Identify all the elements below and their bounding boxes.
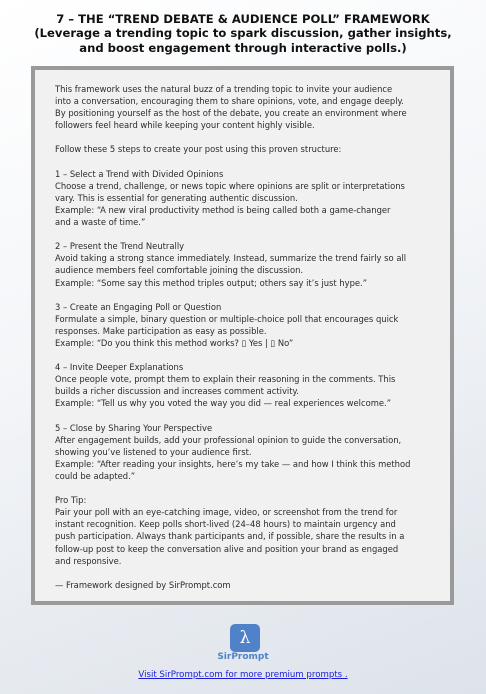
title-line-1: 7 – THE “TREND DEBATE & AUDIENCE POLL” FRAMEWORK (56, 12, 430, 26)
step-2-text: Avoid taking a strong stance immediately. Instead, summarize the trend fairly so all (55, 253, 407, 264)
step-5-text: After engagement builds, add your professional opinion to guide the conversation, (55, 434, 402, 445)
step-3-heading: 3 – Create an Engaging Poll or Question (55, 301, 222, 312)
visit-sirprompt-link[interactable]: Visit SirPrompt.com for more premium prompts . (138, 670, 348, 680)
pro-tip-text: follow-up post to keep the conversation alive and position your brand as engaged (55, 543, 399, 554)
step-2-heading: 2 – Present the Trend Neutrally (55, 241, 185, 252)
step-5-example: Example: “After reading your insights, here’s my take — and how I think this method (55, 458, 411, 469)
step-4-heading: 4 – Invite Deeper Explanations (55, 362, 184, 373)
step-1-heading: 1 – Select a Trend with Divided Opinions (55, 168, 224, 179)
pro-tip-text: instant recognition. Keep polls short-lived (24–48 hours) to maintain urgency and (55, 519, 396, 530)
pro-tip-text: Pair your poll with an eye-catching image, video, or screenshot from the trend for (55, 507, 398, 518)
pro-tip-heading: Pro Tip: (55, 495, 87, 506)
step-3-example: Example: “Do you think this method works? ▯ Yes | ▯ No” (55, 337, 294, 348)
step-4-text: Once people vote, prompt them to explain their reasoning in the comments. This (55, 374, 396, 385)
step-4-example: Example: “Tell us why you voted the way you did — real experiences welcome.” (55, 398, 392, 409)
step-5-example: could be adapted.” (55, 471, 136, 481)
step-1-example: and a waste of time.” (55, 217, 146, 228)
intro-line: followers feel heard while keeping your content highly visible. (55, 120, 315, 131)
intro-line: into a conversation, encouraging them to share opinions, vote, and engage deeply. (55, 96, 404, 107)
intro-line: By positioning yourself as the host of the debate, you create an environment where (55, 108, 407, 119)
step-4-text: builds a richer discussion and increases comment activity. (55, 386, 299, 397)
page-title (0, 12, 486, 55)
step-1-text: vary. This is essential for generating authentic discussion. (55, 192, 298, 203)
step-2-example: Example: “Some say this method triples output; others say it’s just hype.” (55, 277, 368, 288)
framework-content (55, 83, 440, 591)
follow-steps-line: Follow these 5 steps to create your post using this proven structure: (55, 144, 342, 155)
lambda-glyph: λ (239, 628, 251, 648)
brand-name: SirPrompt (217, 652, 269, 662)
step-2-text: audience members feel comfortable joining the discussion. (55, 265, 304, 276)
framework-card (31, 66, 454, 605)
subtitle-line-3: and boost engagement through interactive polls.) (79, 40, 407, 55)
pro-tip-text: push participation. Always thank participants and, if possible, share the results in a (55, 531, 405, 542)
pro-tip-text: and responsive. (55, 555, 122, 566)
intro-line: This framework uses the natural buzz of a trending topic to invite your audience (55, 84, 393, 94)
step-3-text: Formulate a simple, binary question or multiple-choice poll that encourages quick (55, 313, 399, 324)
subtitle-line-2: (Leverage a trending topic to spark discussion, gather insights, (34, 26, 452, 41)
step-1-example: Example: “A new viral productivity method is being called both a game-changer (55, 204, 391, 215)
step-3-text: responses. Make participation as easy as possible. (55, 325, 267, 336)
step-5-heading: 5 – Close by Sharing Your Perspective (55, 422, 213, 433)
step-1-text: Choose a trend, challenge, or news topic where opinions are split or interpretations (55, 180, 405, 191)
sirprompt-logo-icon (230, 624, 260, 652)
step-5-text: showing you’ve listened to your audience first. (55, 446, 252, 457)
framework-signature: — Framework designed by SirPrompt.com (55, 579, 231, 590)
